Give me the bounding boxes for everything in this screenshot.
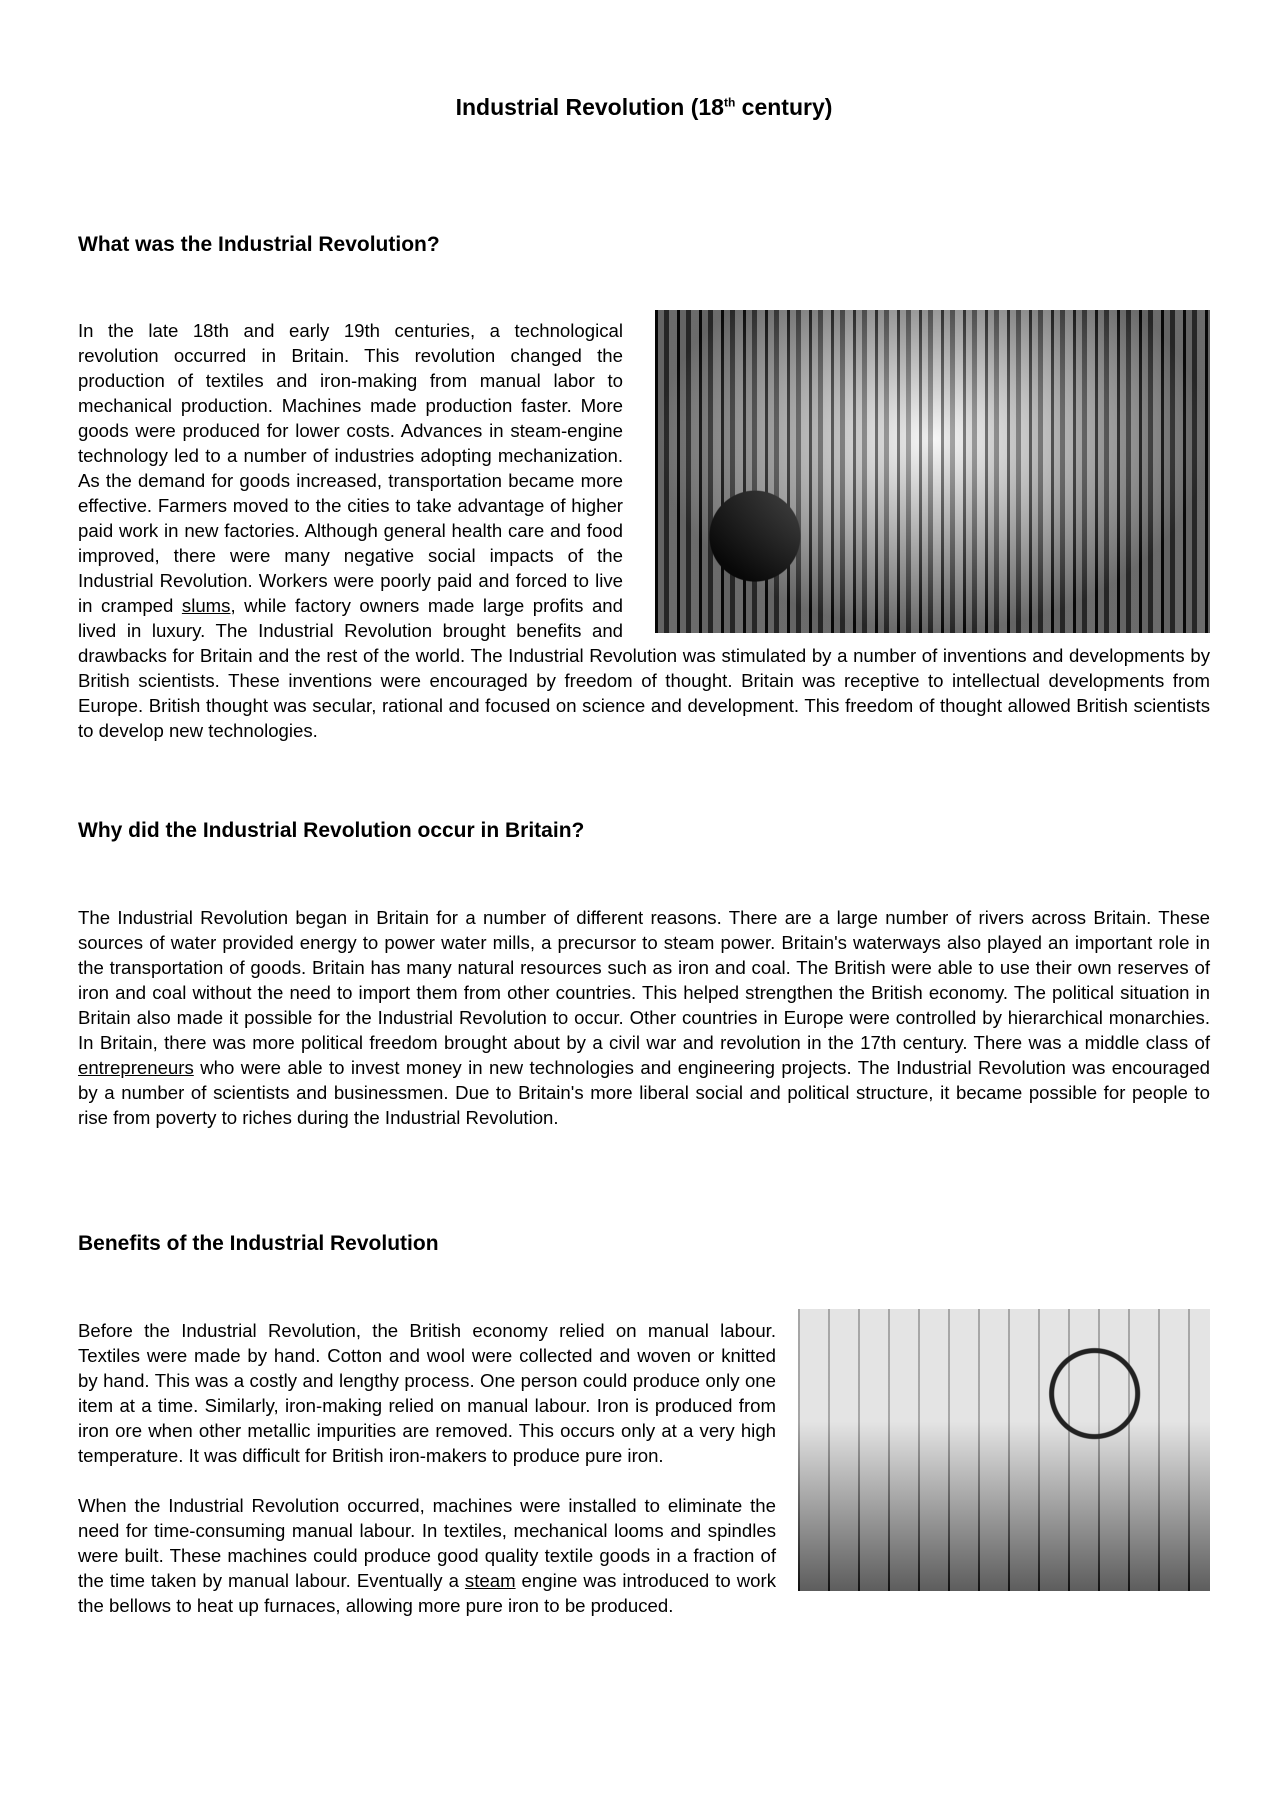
section-body (78, 318, 1210, 768)
section-heading: Why did the Industrial Revolution occur in Britain? (78, 819, 585, 842)
section-body (78, 1318, 1210, 1643)
text: When the Industrial Revolution occurred, machines were installed to eliminate the need for time-consuming manual labour. In textiles, mechanical looms and spindles were built. These machines could produce good quality textile goods in a fraction of the time taken by manual labour. Eventually a (78, 1495, 776, 1591)
text: who were able to invest money in new technologies and engineering projects. The Industrial Revolution was encouraged by a number of scientists and businessmen. Due to Britain's more liberal social and political structure, it became possible for people to rise from poverty to riches during the Industrial Revolution. (78, 1057, 1210, 1128)
link-entrepreneurs[interactable]: entrepreneurs (78, 1057, 194, 1078)
link-steam[interactable]: steam (464, 1570, 516, 1591)
section-body (78, 905, 1210, 1155)
spinning-machine-illustration (798, 1309, 1210, 1591)
text: In the late 18th and early 19th centuries, a technological revolution occurred in Britain. This revolution changed the production of textiles and iron-making from manual labor to mechanical production. Machines made production faster. More goods were produced for lower costs. Advances in steam-engine technology led to a number of industries adopting mechanization. As the demand for goods increased, transportation became more effective. Farmers moved to the cities to take advantage of higher paid work in new factories. Although general health care and food improved, there were many negative social impacts of the Industrial Revolution. Workers were poorly paid and forced to live in cramped (78, 320, 623, 616)
text: , while factory owners made large profits and lived in luxury. The Industrial Revolution brought benefits and drawbacks for Britain and the rest of the world. The Industrial Revolution was stimulated by a number of inventions and developments by British scientists. These inventions were encouraged by freedom of thought. Britain was receptive to intellectual developments from Europe. British thought was secular, rational and focused on science and development. This freedom of thought allowed British scientists to develop new technologies. (78, 595, 1210, 741)
link-slums[interactable]: slums (181, 595, 231, 616)
paragraph (78, 905, 1210, 1130)
paragraph: Before the Industrial Revolution, the British economy relied on manual labour. Textiles were made by hand. Cotton and wool were collected and woven or knitted by hand. This was a costly and lengthy process. One person could produce only one item at a time. Similarly, iron-making relied on manual labour. Iron is produced from iron ore when other metallic impurities are removed. This occurs only at a very high temperature. It was difficult for British iron-makers to produce pure iron. (78, 1320, 776, 1466)
page-title (78, 94, 1210, 121)
title-text-end: century) (735, 94, 833, 120)
title-text: Industrial Revolution (18 (455, 94, 724, 120)
title-superscript: th (723, 95, 736, 110)
text: The Industrial Revolution began in Britain for a number of different reasons. There are a large number of rivers across Britain. These sources of water provided energy to power water mills, a precursor to steam power. Britain's waterways also played an important role in the transportation of goods. Britain has many natural resources such as iron and coal. The British were able to use their own reserves of iron and coal without the need to import them from other countries. This helped strengthen the British economy. The political situation in Britain also made it possible for the Industrial Revolution to occur. Other countries in Europe were controlled by hierarchical monarchies. In Britain, there was more political freedom brought about by a civil war and revolution in the 17th century. There was a middle class of (78, 907, 1210, 1053)
text: engine was introduced to work the bellows to heat up furnaces, allowing more pure iron to be produced. (78, 1570, 776, 1616)
section-heading: What was the Industrial Revolution? (78, 233, 440, 256)
section-heading: Benefits of the Industrial Revolution (78, 1232, 439, 1255)
factory-illustration (655, 310, 1210, 633)
